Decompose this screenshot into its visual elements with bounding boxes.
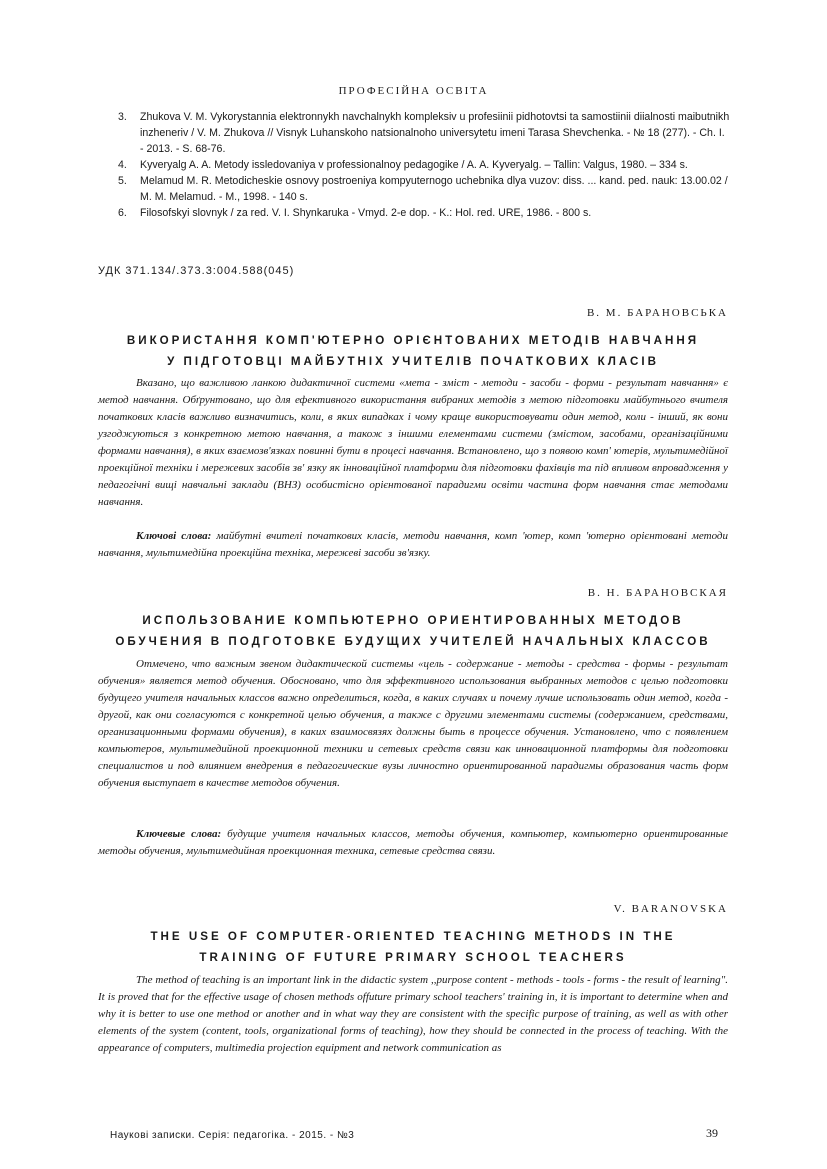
keywords-russian xyxy=(98,826,728,860)
title-english xyxy=(98,926,728,968)
keywords-label: Ключевые слова: xyxy=(136,828,222,840)
running-header: ПРОФЕСІЙНА ОСВІТА xyxy=(338,85,489,97)
abstract-ukrainian: Вказано, що важливою ланкою дидактичної системи «мета - зміст - методи - засоби - форми - результат навчання» є метод навчання. Обґрунтовано, що для ефективного використання вибраних методів з метою підготовки майбутнього вчителя початкових класів важливо визначитись, коли, в яких випадках і чому краще використовувати один метод, коли - інший, як вони узгоджуються з конкретною метою навчання, а також з іншими елементами системи (змістом, засобами, організаційними формами навчання), в яких взаємозв'язках повинні бути в процесі навчання. Встановлено, що з появою комп' ютерів, мультимедійної проекційної техніки і мережевих засобів зв' язку як інноваційної платформи для підготовки фахівців та під впливом впровадження у педагогічні вищі навчальні заклади (ВНЗ) особистісно орієнтованої парадигми освіти частина форм навчання стає методами навчання. xyxy=(98,377,728,508)
reference-text: Zhukova V. M. Vykorystannia elektronnykh navchalnykh kompleksiv u profesiinii pidhotovtsi ta samostiinii diialnosti maibutnikh inzheneriv / V. M. Zhukova // Visnyk Luhanskoho natsionalnoho universytetu imeni Tarasa Shevchenka. - № 18 (277). - Ch. I. - 2013. - S. 68-76. xyxy=(140,111,730,155)
abstract-russian: Отмечено, что важным звеном дидактической системы «цель - содержание - методы - средства - формы - результат обучения» является метод обучения. Обосновано, что для эффективного использования выбранных методов с целью подготовки будущего учителя начальных классов важно определиться, когда, в каких случаях и почему лучше использовать один метод, когда - другой, как они согласуются с конкретной целью обучения, а также с другими элементами системы (содержанием, средствами, организационными формами обучения), в каких взаимосвязях должны быть в процессе обучения. Установлено, что с появлением компьютеров, мультимедийной проекционной техники и сетевых средств связи как инновационной платформы для подготовки специалистов и под влиянием внедрения в педагогические вузы личностно ориентированной парадигмы образования часть форм обучения выступает в качестве методов обучения. xyxy=(98,658,728,789)
reference-number: 3. xyxy=(118,111,127,123)
reference-number: 6. xyxy=(118,207,127,219)
reference-text: Filosofskyi slovnyk / za red. V. I. Shynkaruka - Vmyd. 2-e dop. - K.: Hol. red. URE, 1986. - 800 s. xyxy=(140,207,592,219)
title-line: ВИКОРИСТАННЯ КОМП'ЮТЕРНО ОРІЄНТОВАНИХ МЕТОДІВ НАВЧАННЯ xyxy=(126,334,700,347)
title-ukrainian xyxy=(98,330,728,372)
author-russian: В. Н. БАРАНОВСКАЯ xyxy=(587,587,728,599)
keywords-label: Ключові слова: xyxy=(136,530,212,542)
title-line: У ПІДГОТОВЦІ МАЙБУТНІХ УЧИТЕЛІВ ПОЧАТКОВИХ КЛАСІВ xyxy=(167,355,659,368)
reference-item xyxy=(118,157,730,173)
reference-text: Melamud M. R. Metodicheskie osnovy postroeniya kompyuternogo uchebnika dlya vuzov: diss. ... kand. ped. nauk: 13.00.02 / M. M. Melamud. - M., 1998. - 140 s. xyxy=(140,175,728,203)
reference-list xyxy=(118,109,730,221)
page-number: 39 xyxy=(706,1126,718,1140)
keywords-text: майбутні вчителі початкових класів, методи навчання, комп 'ютер, комп 'ютерно орієнтовані методи навчання, мультимедійна проекційна техніка, мережеві засоби зв'язку. xyxy=(98,530,728,559)
reference-text: Kyveryalg A. A. Metody issledovaniya v professionalnoy pedagogike / A. A. Kyveryalg. – Tallin: Valgus, 1980. – 334 s. xyxy=(140,159,688,171)
reference-item xyxy=(118,173,730,205)
keywords-ukrainian xyxy=(98,528,728,562)
author-ukrainian: В. М. БАРАНОВСЬКА xyxy=(586,307,728,319)
title-line: TRAINING OF FUTURE PRIMARY SCHOOL TEACHERS xyxy=(199,951,627,964)
reference-item xyxy=(118,205,730,221)
author-english: V. BARANOVSKA xyxy=(613,903,728,915)
title-russian xyxy=(98,610,728,652)
reference-item xyxy=(118,109,730,157)
reference-number: 4. xyxy=(118,159,127,171)
abstract-english: The method of teaching is an important link in the didactic system ,,purpose content - methods - tools - forms - the result of learning". It is proved that for the effective usage of chosen methods offuture primary school teachers' training in, it is important to determine when and why it is better to use one method or another and in what way they are consistent with the specific purpose of training, as well as with other elements of the system (content, tools, organizational forms of teaching), how they should be connected in the process of teaching. With the appearance of computers, multimedia projection equipment and network communication as xyxy=(98,974,728,1054)
title-line: THE USE OF COMPUTER-ORIENTED TEACHING METHODS IN THE xyxy=(150,930,676,943)
footer-journal: Наукові записки. Серія: педагогіка. - 2015. - №3 xyxy=(110,1130,355,1141)
title-line: ОБУЧЕНИЯ В ПОДГОТОВКЕ БУДУЩИХ УЧИТЕЛЕЙ НАЧАЛЬНЫХ КЛАССОВ xyxy=(115,635,711,648)
reference-number: 5. xyxy=(118,175,127,187)
udk-code: УДК 371.134/.373.3:004.588(045) xyxy=(98,265,295,277)
title-line: ИСПОЛЬЗОВАНИЕ КОМПЬЮТЕРНО ОРИЕНТИРОВАННЫХ МЕТОДОВ xyxy=(142,614,684,627)
keywords-text: будущие учителя начальных классов, методы обучения, компьютер, компьютерно ориентированные методы обучения, мультимедийная проекционная техника, сетевые средства связи. xyxy=(98,828,728,857)
